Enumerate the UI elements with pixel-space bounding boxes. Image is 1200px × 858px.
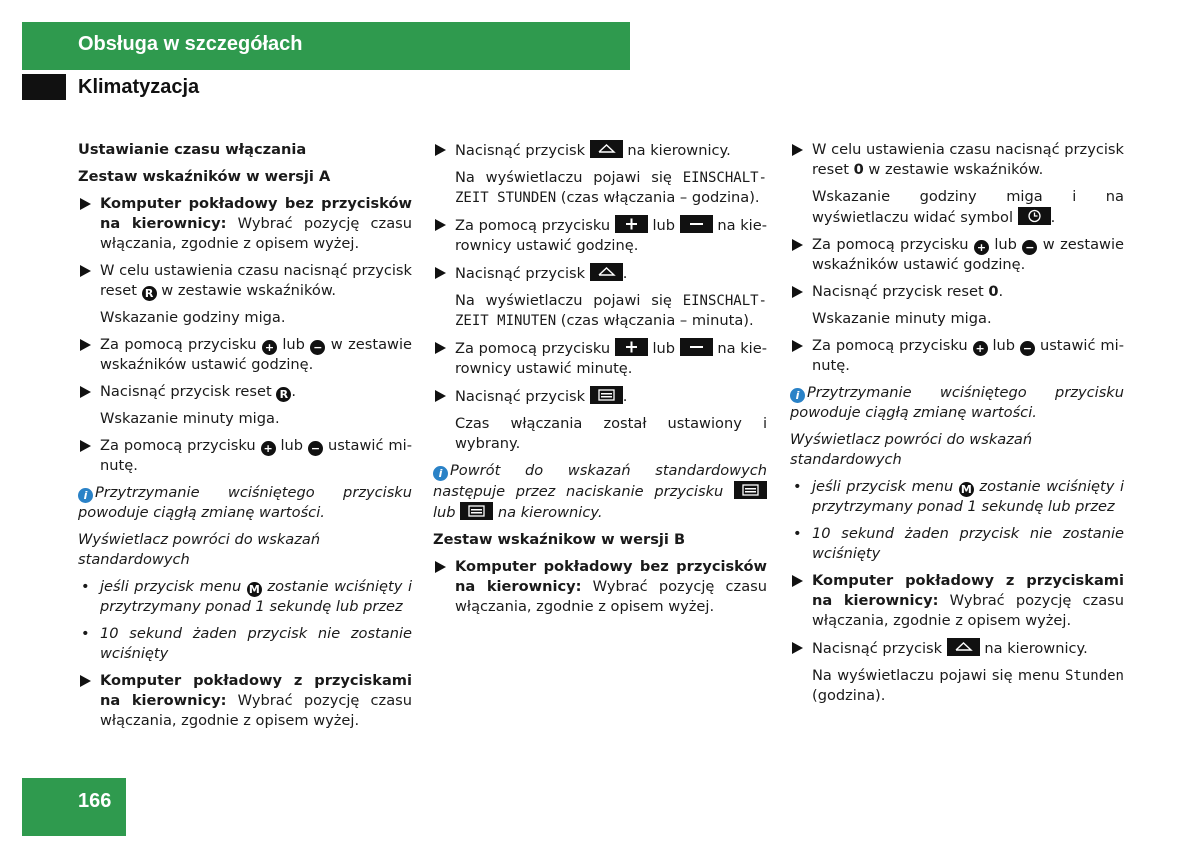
minus-circle-icon: − [1022,240,1037,255]
section-header-bar [22,22,630,70]
step-item: Komputer pokładowy bez przycisków na kierownicy: Wybrać pozycję czasu włączania, zgodnie z opisem wyżej. [433,557,767,617]
column-2 [433,140,767,624]
subsection-marker [22,74,66,100]
step-item: Za pomocą przycisku + lub − ustawić minutę. [78,436,412,476]
column-3 [790,140,1124,713]
display-key-icon [590,386,623,404]
bullet-item: • jeśli przycisk menu M zostanie wciśnięty i przytrzymany ponad 1 sekundę lub przez [790,477,1124,517]
plus-key-icon [615,338,648,356]
step-item: Nacisnąć przycisk na kierownicy. [790,638,1124,659]
step-item: Za pomocą przycisku lub na kierownicy ustawić godzinę. [433,215,767,256]
info-icon: i [433,466,448,481]
reset-r-icon: R [142,286,157,301]
result-text: Wskazanie godziny miga i na wyświetlaczu widać symbol . [812,188,1124,226]
step-item: Komputer pokładowy z przyciskami na kierownicy: Wybrać pozycję czasu włączania, zgodnie z opisem wyżej. [790,571,1124,631]
step-item: W celu ustawienia czasu nacisnąć przycisk reset 0 w zestawie wskaźników. [790,140,1124,180]
step-item: W celu ustawienia czasu nacisnąć przycisk reset R w zestawie wskaźników. [78,261,412,301]
heading-version-b: Zestaw wskaźnikow w wersji B [433,531,686,548]
step-item: Nacisnąć przycisk . [433,263,767,284]
info-icon: i [78,488,93,503]
plus-key-icon [615,215,648,233]
step-item: Nacisnąć przycisk reset 0. [790,282,1124,302]
info-note: i Przytrzymanie wciśniętego przycisku powoduje ciągłą zmianę wartości. [78,484,412,521]
minus-circle-icon: − [308,441,323,456]
menu-m-icon: M [247,582,262,597]
display-key-icon [734,481,767,499]
result-text: Wskazanie minuty miga. [100,410,280,427]
display-message: Na wyświetlaczu pojawi się menu Stunden (godzina). [812,667,1124,704]
result-text: Czas włączania został ustawiony i wybrany. [455,415,767,452]
reset-r-icon: R [276,387,291,402]
step-item: Nacisnąć przycisk reset R . [78,382,412,402]
column-1 [78,140,412,738]
display-key-icon [460,502,493,520]
bullet-item: • jeśli przycisk menu M zostanie wciśnięty i przytrzymany ponad 1 sekundę lub przez [78,577,412,617]
menu-m-icon: M [959,482,974,497]
up-arrow-key-icon [590,263,623,281]
up-arrow-key-icon [947,638,980,656]
section-title: Obsługa w szczegółach [78,33,303,55]
minus-key-icon [680,338,713,356]
minus-circle-icon: − [310,340,325,355]
heading-activation-time: Ustawianie czasu włączania [78,141,307,158]
result-text: Wskazanie godziny miga. [100,309,286,326]
plus-circle-icon: + [974,240,989,255]
heading-version-a: Zestaw wskaźników w wersji A [78,168,331,185]
step-item: Komputer pokładowy z przyciskami na kierownicy: Wybrać pozycję czasu włączania, zgodnie z opisem wyżej. [78,671,412,731]
clock-icon [1018,207,1051,225]
step-item: Za pomocą przycisku + lub − w zestawie wskaźników ustawić godzinę. [78,335,412,375]
display-message: Na wyświetlaczu pojawi się EINSCHALT-ZEIT STUNDEN (czas włączania – godzina). [455,169,767,206]
info-note: i Powrót do wskazań standardowych następuje przez naciskanie przycisku lub na kierownicy. [433,462,767,521]
bullet-item: • 10 sekund żaden przycisk nie zostanie wciśnięty [790,524,1124,564]
up-arrow-key-icon [590,140,623,158]
minus-circle-icon: − [1020,341,1035,356]
page-number: 166 [78,790,112,812]
step-item: Za pomocą przycisku lub na kierownicy ustawić minutę. [433,338,767,379]
step-item: Komputer pokładowy bez przycisków na kierownicy: Wybrać pozycję czasu włączania, zgodnie z opisem wyżej. [78,194,412,254]
display-message: Na wyświetlaczu pojawi się EINSCHALT-ZEIT MINUTEN (czas włączania – minuta). [455,292,767,329]
plus-circle-icon: + [262,340,277,355]
plus-circle-icon: + [261,441,276,456]
step-item: Za pomocą przycisku + lub − ustawić minutę. [790,336,1124,376]
step-item: Nacisnąć przycisk na kierownicy. [433,140,767,161]
info-note: i Przytrzymanie wciśniętego przycisku powoduje ciągłą zmianę wartości. [790,384,1124,421]
result-text: Wskazanie minuty miga. [812,310,992,327]
bullet-item: • 10 sekund żaden przycisk nie zostanie wciśnięty [78,624,412,664]
minus-key-icon [680,215,713,233]
step-item: Nacisnąć przycisk . [433,386,767,407]
return-note: Wyświetlacz powróci do wskazań standardowych [790,431,1033,468]
step-item: Za pomocą przycisku + lub − w zestawie wskaźników ustawić godzinę. [790,235,1124,275]
info-icon: i [790,388,805,403]
page-number-box [22,778,126,836]
plus-circle-icon: + [973,341,988,356]
subsection-title: Klimatyzacja [78,76,200,98]
return-note: Wyświetlacz powróci do wskazań standardowych [78,531,321,568]
